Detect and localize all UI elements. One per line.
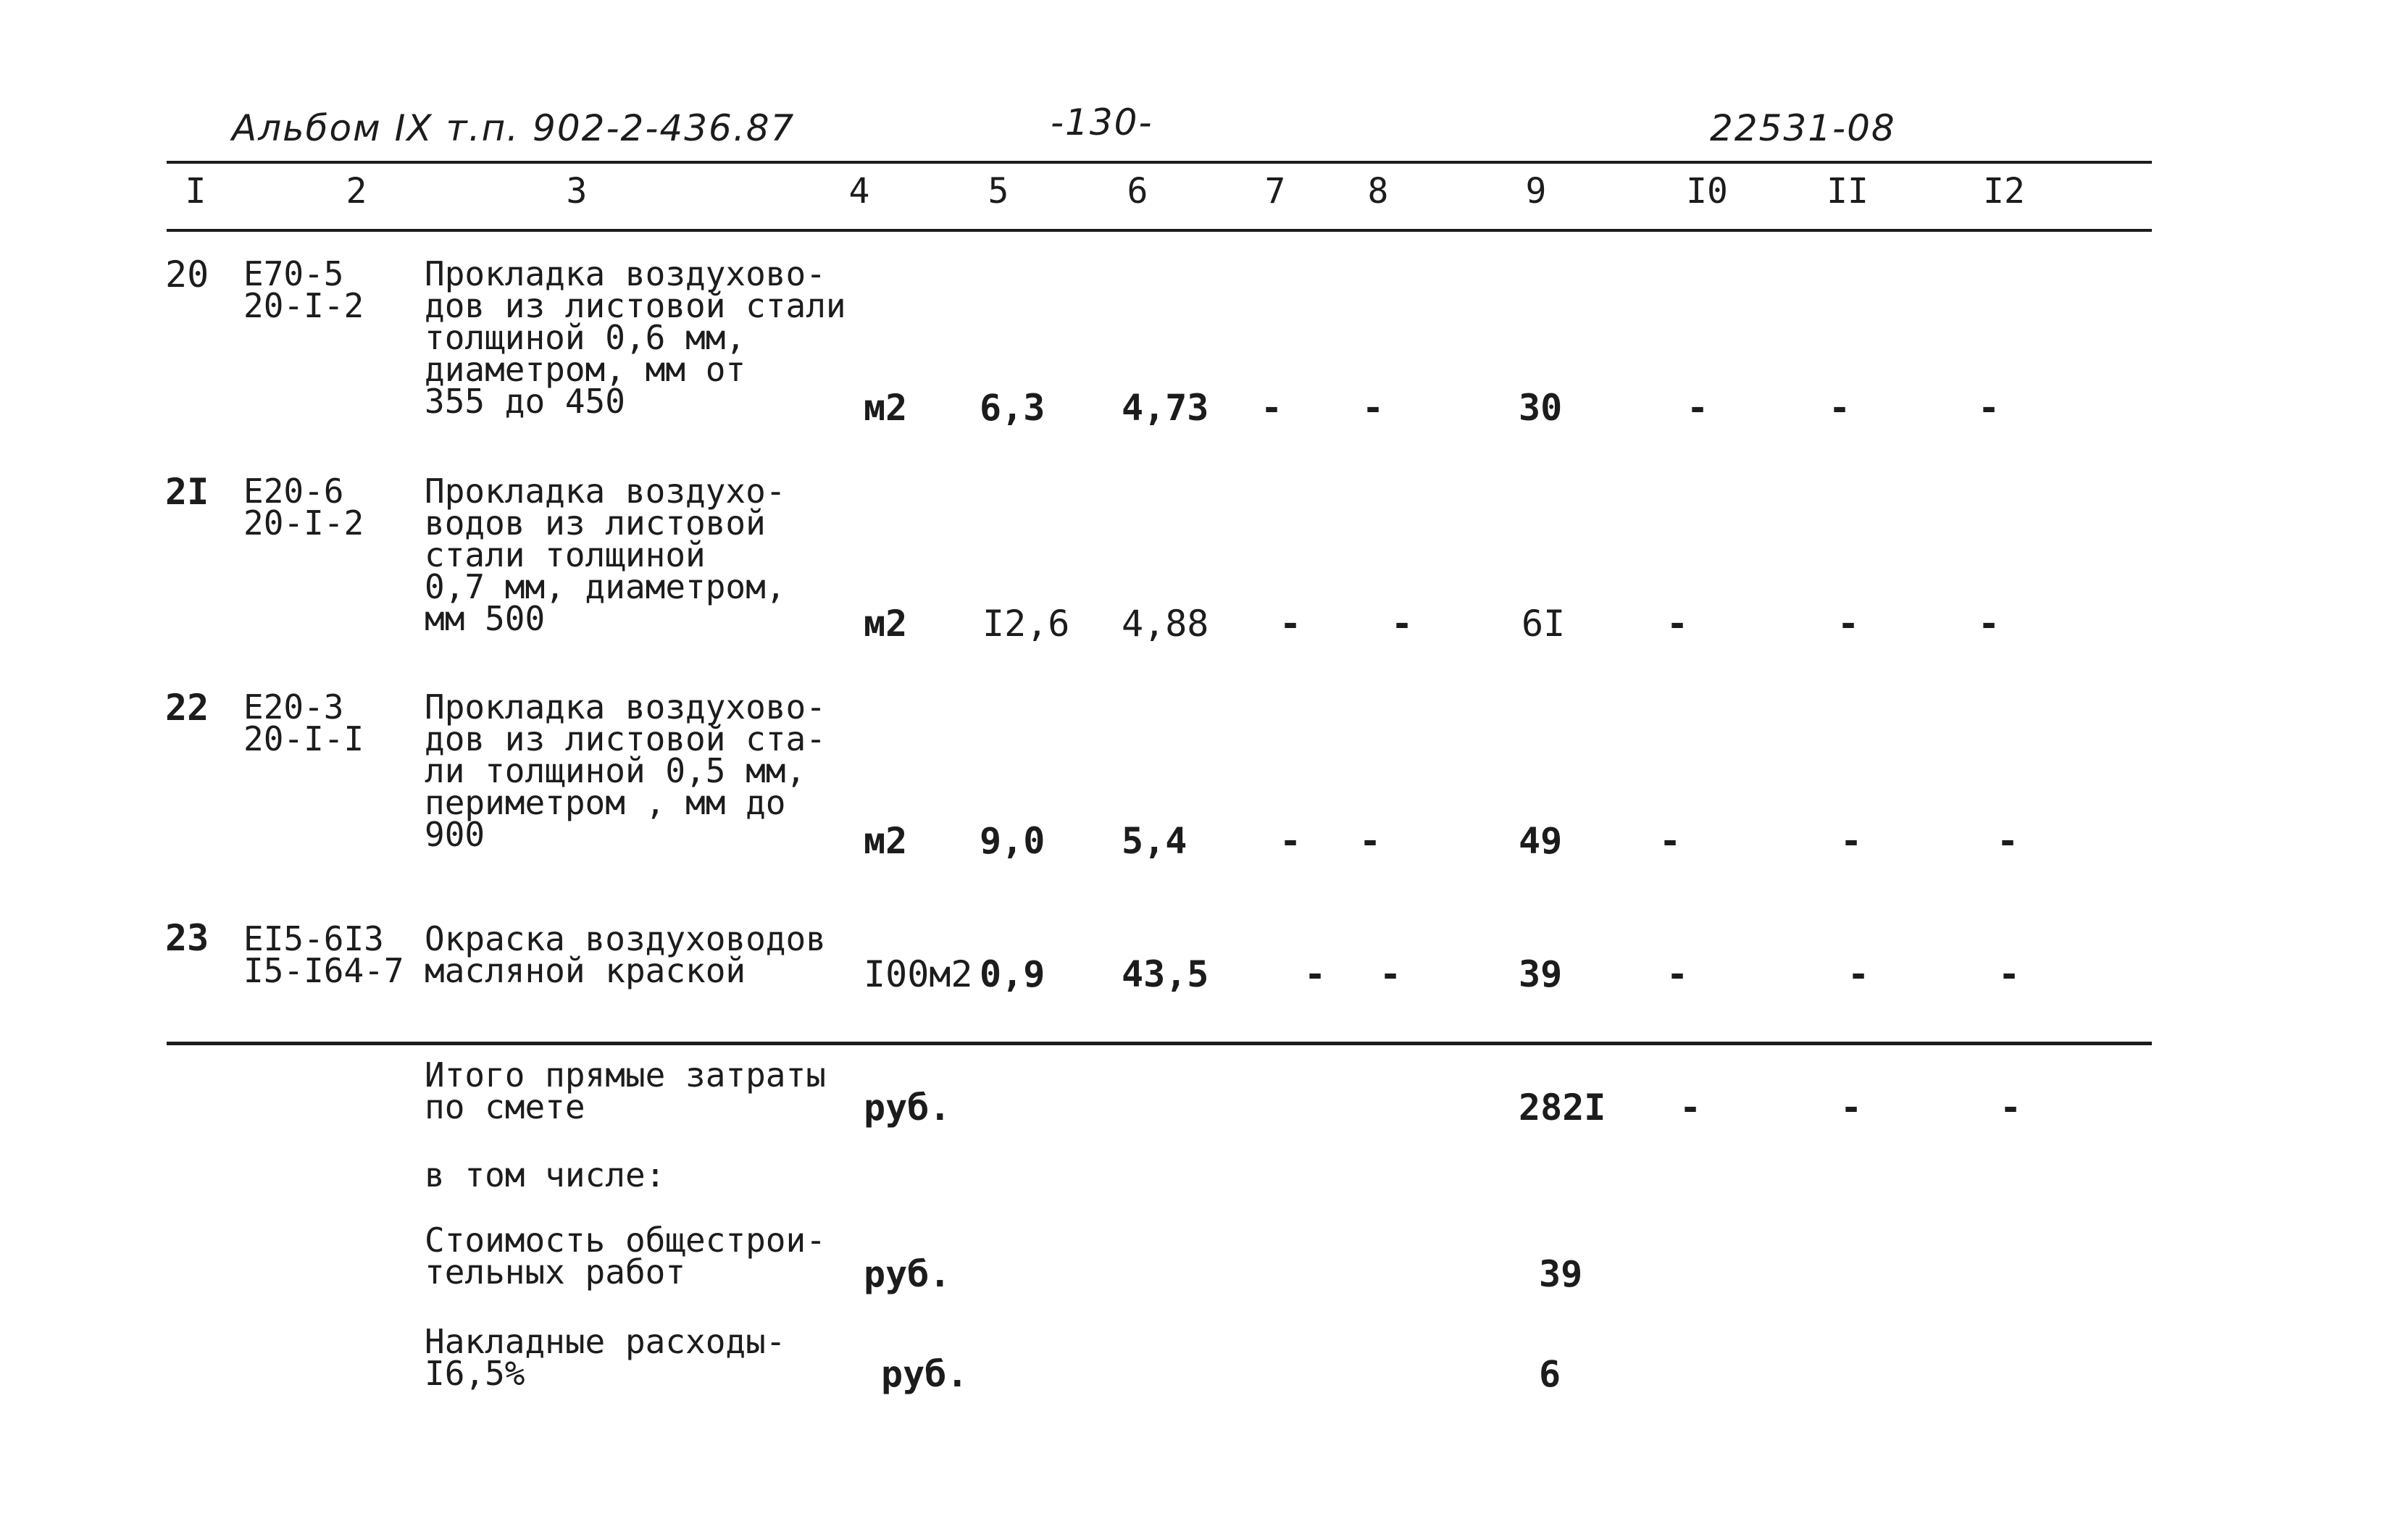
row-col10: - xyxy=(1666,603,1689,645)
row-code: ЕI5-6I3 I5-I64-7 xyxy=(243,919,404,990)
row-col8: - xyxy=(1359,820,1382,862)
row-quantity: 0,9 xyxy=(980,953,1045,995)
row-col8: - xyxy=(1391,603,1414,645)
summary-total-label: Итого прямые затраты по смете xyxy=(425,1055,826,1126)
summary-total-value: 282I xyxy=(1519,1087,1606,1129)
col-num-10: I0 xyxy=(1686,171,1728,212)
row-unit: I00м2 xyxy=(864,953,973,995)
row-code: Е20-3 20-I-I xyxy=(243,687,364,758)
row-code: Е70-5 20-I-2 xyxy=(243,254,364,325)
summary-construction-value: 39 xyxy=(1539,1253,1583,1295)
row-description: Прокладка воздухово- дов из листовой стали толщиной 0,6 мм, диаметром, мм от 355 до 450 xyxy=(425,254,846,421)
row-quantity: I2,6 xyxy=(982,603,1070,645)
row-price: 4,88 xyxy=(1122,603,1209,645)
row-col12: - xyxy=(1997,820,2019,862)
row-col7: - xyxy=(1280,820,1302,862)
col-num-7: 7 xyxy=(1264,171,1286,212)
row-col8: - xyxy=(1379,953,1402,995)
summary-total-col11: - xyxy=(1840,1087,1863,1129)
summary-total-col10: - xyxy=(1679,1087,1702,1129)
col-num-1: I xyxy=(185,171,206,212)
row-code: Е20-6 20-I-2 xyxy=(243,472,364,543)
summary-rule xyxy=(167,1042,2152,1045)
col-num-2: 2 xyxy=(346,171,367,212)
summary-construction-unit: руб. xyxy=(864,1253,951,1295)
col-num-9: 9 xyxy=(1525,171,1547,212)
row-total: 6I xyxy=(1521,603,1566,645)
row-unit: м2 xyxy=(864,387,908,429)
row-number: 22 xyxy=(165,687,209,729)
row-col10: - xyxy=(1659,820,1682,862)
col-num-11: II xyxy=(1827,171,1869,212)
summary-overhead-label: Накладные расходы- I6,5% xyxy=(425,1322,786,1393)
row-total: 30 xyxy=(1519,387,1563,429)
row-total: 39 xyxy=(1519,953,1563,995)
summary-construction-label: Стоимость общестрои- тельных работ xyxy=(425,1221,826,1292)
row-col10: - xyxy=(1666,953,1689,995)
row-col12: - xyxy=(1978,603,2000,645)
document-code: 22531-08 xyxy=(1710,107,1896,149)
row-col8: - xyxy=(1362,387,1385,429)
row-col7: - xyxy=(1280,603,1302,645)
row-unit: м2 xyxy=(864,820,908,862)
row-number: 20 xyxy=(165,254,209,296)
row-col7: - xyxy=(1261,387,1283,429)
summary-including-label: в том числе: xyxy=(425,1155,666,1194)
row-col10: - xyxy=(1687,387,1709,429)
row-price: 4,73 xyxy=(1122,387,1209,429)
album-reference: Альбом IX т.п. 902-2-436.87 xyxy=(232,107,796,149)
row-total: 49 xyxy=(1519,820,1563,862)
row-number: 23 xyxy=(165,917,209,959)
col-num-12: I2 xyxy=(1983,171,2025,212)
row-quantity: 9,0 xyxy=(980,820,1045,862)
summary-overhead-unit: руб. xyxy=(881,1353,969,1395)
col-num-5: 5 xyxy=(988,171,1009,212)
row-col11: - xyxy=(1829,387,1851,429)
row-price: 43,5 xyxy=(1122,953,1209,995)
column-numbers-rule xyxy=(167,229,2152,232)
row-description: Окраска воздуховодов масляной краской xyxy=(425,919,826,990)
row-description: Прокладка воздухово- дов из листовой ста- ли толщиной 0,5 мм, периметром , мм до 900 xyxy=(425,687,826,854)
col-num-6: 6 xyxy=(1127,171,1148,212)
col-num-8: 8 xyxy=(1367,171,1389,212)
row-col7: - xyxy=(1304,953,1327,995)
row-quantity: 6,3 xyxy=(980,387,1045,429)
header-rule xyxy=(167,161,2152,164)
summary-total-unit: руб. xyxy=(864,1087,951,1129)
row-unit: м2 xyxy=(864,603,908,645)
row-col12: - xyxy=(1978,387,2000,429)
summary-overhead-value: 6 xyxy=(1539,1353,1561,1395)
row-col11: - xyxy=(1840,820,1863,862)
summary-total-col12: - xyxy=(2000,1087,2022,1129)
col-num-4: 4 xyxy=(848,171,870,212)
page-number: -130- xyxy=(1051,101,1153,143)
row-col11: - xyxy=(1837,603,1860,645)
row-price: 5,4 xyxy=(1122,820,1187,862)
row-description: Прокладка воздухо- водов из листовой стали толщиной 0,7 мм, диаметром, мм 500 xyxy=(425,472,786,638)
row-col12: - xyxy=(1998,953,2021,995)
col-num-3: 3 xyxy=(566,171,588,212)
row-number: 2I xyxy=(165,471,209,513)
row-col11: - xyxy=(1848,953,1870,995)
